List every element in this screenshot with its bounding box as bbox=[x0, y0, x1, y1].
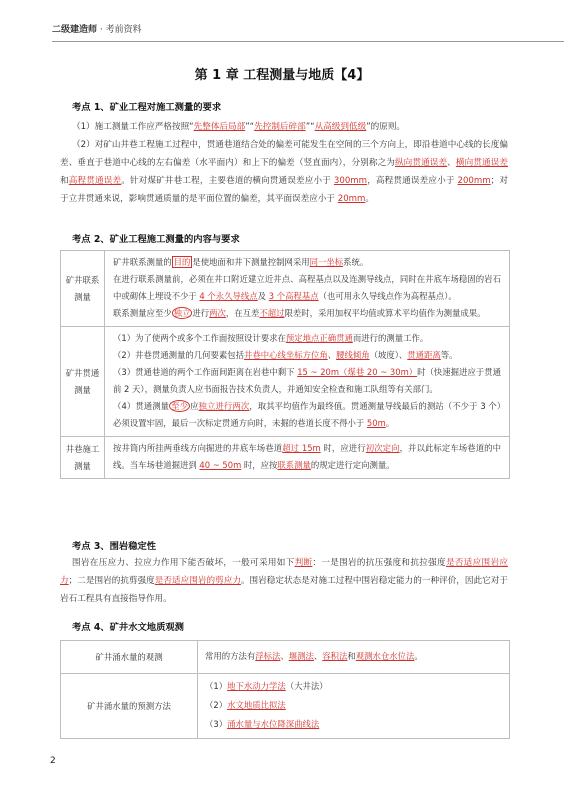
s1-p2-text: 和 bbox=[60, 176, 69, 186]
row-content bbox=[105, 251, 510, 327]
chapter-title: 第 1 章 工程测量与地质【4】 bbox=[194, 68, 370, 83]
s1-p1-text: （1）施工测量工作应严格按照“ bbox=[72, 122, 194, 132]
text: ，在互差 bbox=[225, 308, 260, 318]
row-label: 矿井涌水量的观测 bbox=[61, 641, 198, 674]
highlight: 两次 bbox=[209, 308, 226, 318]
list-item bbox=[205, 677, 502, 696]
section-1-heading: 考点 1、矿业工程对施工测量的要求 bbox=[72, 102, 222, 113]
table-row bbox=[61, 641, 510, 674]
header-dot: · bbox=[99, 25, 103, 35]
circled-highlight: 至少 bbox=[171, 401, 189, 411]
highlight: 40 ~ 50m bbox=[199, 460, 242, 470]
s3-paragraph bbox=[60, 554, 508, 608]
s1-p2-text: （2）对矿山井巷工程施工过程中，贯通巷道结合处的偏差可能发生在空间的三个方向上，即沿巷道中心线的长度偏差、垂直于巷道中心线的左右偏差（水平面内）和上下的偏差（竖直面内），分别称之为 bbox=[60, 140, 508, 168]
s1-p2-text: 。针对煤矿井巷工程，主要巷道的横向贯通误差应小于 bbox=[121, 176, 334, 186]
highlight: 15 ~ 20m（煤巷 20 ~ 30m） bbox=[297, 367, 418, 377]
s1-p2-text: 、 bbox=[447, 158, 456, 168]
row-label: 矿井涌水量的预测方法 bbox=[61, 674, 198, 739]
s1-p2-text: ，高程贯通误差应小于 bbox=[367, 176, 458, 186]
text: （2）井巷贯通测量的几何要素包括 bbox=[113, 350, 244, 360]
text: 在进行联系测量前，必须在井口附近建立近井点、高程基点以及连测导线点，同时在井底车场稳固的岩石中或砌体上埋设不少于 bbox=[113, 274, 501, 301]
circled-highlight: 独立 bbox=[173, 308, 191, 318]
highlight: 贯通距离 bbox=[407, 350, 441, 360]
text: 应 bbox=[190, 401, 199, 411]
s1-p1-principle-b: 先控制后碎部 bbox=[254, 122, 306, 132]
text: 限差时，采用加权平均值或算术平均值作为测量成果。 bbox=[284, 308, 486, 318]
text: （也可用永久导线点作为高程基点）。 bbox=[318, 291, 457, 301]
text: 、 bbox=[280, 651, 289, 661]
text: 是使地面和井下测量控制网采用 bbox=[192, 257, 310, 267]
s1-paragraph-1 bbox=[60, 118, 508, 136]
content-line bbox=[113, 271, 501, 305]
text: （4）贯通测量 bbox=[113, 401, 170, 411]
highlight: 超过 15m bbox=[282, 443, 321, 453]
row-label: 矿井贯通测量 bbox=[61, 327, 105, 437]
s1-paragraph-2 bbox=[60, 136, 508, 208]
section-4-heading: 考点 4、矿井水文地质观测 bbox=[72, 622, 184, 633]
highlight: 判断 bbox=[294, 558, 313, 568]
text: 矿井联系测量的 bbox=[113, 257, 172, 267]
highlight: 堰测法 bbox=[288, 651, 314, 661]
text: 和 bbox=[347, 651, 356, 661]
content-line bbox=[113, 305, 501, 322]
text: 等。 bbox=[440, 350, 458, 360]
s1-p1-principle-a: 先整体后局部 bbox=[193, 122, 246, 132]
highlight: 不超过 bbox=[259, 308, 285, 318]
row-content bbox=[105, 327, 510, 437]
text: 的规定进行定向测量。 bbox=[310, 460, 395, 470]
text: 按井筒内所挂两垂线方向掘进的井底车场巷道 bbox=[113, 443, 283, 453]
highlight: 地下水动力学法 bbox=[227, 681, 286, 691]
table-row bbox=[61, 327, 510, 437]
content-line bbox=[113, 364, 501, 398]
highlight: 独立进行两次 bbox=[198, 401, 250, 411]
highlight: 3 个高程基点 bbox=[268, 291, 319, 301]
row-content bbox=[105, 437, 510, 479]
text: 。围岩稳定状态是对施工过程中围岩稳定能力的一种评价，因此它对于岩石工程具有直接指导作用。 bbox=[60, 576, 508, 604]
s1-p2-highlight: 高程贯通误差 bbox=[68, 176, 122, 186]
text: 时（快速掘进应于贯通前 2 天），测量负责人应书面报告技术负责人，并通知安全检查和施工队组等有关部门。 bbox=[113, 367, 501, 394]
text: ：一是围岩的抗压强度和抗拉强度 bbox=[312, 558, 446, 568]
section-3-heading: 考点 3、围岩稳定性 bbox=[72, 541, 157, 552]
s1-p2-highlight: 横向贯通误差 bbox=[455, 158, 508, 168]
highlight: 观测水仓水位法 bbox=[355, 651, 415, 661]
highlight: 初次定向 bbox=[365, 443, 400, 453]
text: （1）为了使两个或多个工作面按照设计要求在 bbox=[113, 333, 286, 343]
content-line bbox=[113, 398, 501, 432]
header-brand: 二级建造师 bbox=[52, 25, 98, 35]
text: 、 bbox=[327, 350, 337, 360]
section-2-heading: 考点 2、矿业工程施工测量的内容与要求 bbox=[72, 234, 240, 245]
s4-table bbox=[60, 640, 510, 739]
s1-p1-principle-c: 从高级到低级 bbox=[314, 122, 367, 132]
highlight: 联系测量 bbox=[277, 460, 311, 470]
text: 联系测量应至少 bbox=[113, 308, 172, 318]
text: （2） bbox=[205, 700, 228, 710]
highlight: 预定地点正确贯通 bbox=[285, 333, 353, 343]
highlight: 水文地质比拟法 bbox=[227, 700, 286, 710]
highlight: 是否适应围岩应力 bbox=[60, 558, 508, 586]
text: 系统。 bbox=[343, 257, 369, 267]
text: （3）贯通巷道的两个工作面间距离在岩巷中剩下 bbox=[113, 367, 298, 377]
table-row bbox=[61, 251, 510, 327]
s1-p2-highlight: 20mm bbox=[337, 194, 366, 204]
page-header bbox=[52, 22, 142, 35]
highlight: 4 个永久导线点 bbox=[199, 291, 258, 301]
text: ，并以此标定车场巷道的中线。当车场巷道掘进到 bbox=[113, 443, 502, 470]
list-item bbox=[205, 715, 502, 734]
s1-p1-sep: ”“ bbox=[305, 122, 315, 132]
row-content bbox=[198, 674, 510, 739]
text: 及 bbox=[257, 291, 269, 301]
text: （坡度）、 bbox=[369, 350, 408, 360]
s1-p1-text: ”的原则。 bbox=[366, 122, 406, 132]
highlight: 浮标法 bbox=[255, 651, 281, 661]
content-line bbox=[113, 330, 501, 347]
text: （3） bbox=[205, 719, 228, 729]
content-line bbox=[113, 347, 501, 364]
s1-p2-text: 。 bbox=[365, 194, 375, 204]
text: （1） bbox=[205, 681, 228, 691]
content-line bbox=[113, 254, 501, 271]
text: 围岩在压应力、拉应力作用下能否破坏，一般可采用如下 bbox=[72, 558, 295, 568]
text: ，取其平均值作为最终值。贯通测量导线最后的测站（不少于 3 个）必须设置牢固，最后一次标定贯通方向时，未掘的巷道长度不得小于 bbox=[113, 401, 502, 428]
highlight: 50m bbox=[366, 418, 386, 428]
list-item bbox=[205, 696, 502, 715]
highlight: 是否适应围岩的剪应力 bbox=[154, 576, 241, 586]
boxed-highlight: 目的 bbox=[173, 257, 191, 267]
s1-p2-highlight: 纵向贯通误差 bbox=[394, 158, 448, 168]
text: 进行 bbox=[192, 308, 210, 318]
s1-p2-highlight: 200mm bbox=[457, 176, 491, 186]
highlight: 井巷中心线坐标方位角 bbox=[243, 350, 328, 360]
text: ；二是围岩的抗剪强度 bbox=[68, 576, 155, 586]
row-label: 井巷施工测量 bbox=[61, 437, 105, 479]
text: （大井法） bbox=[285, 681, 328, 691]
s1-p2-highlight: 300mm bbox=[333, 176, 368, 186]
header-sub: 考前资料 bbox=[105, 25, 142, 35]
highlight: 腰线倾角 bbox=[336, 350, 370, 360]
s2-table bbox=[60, 250, 510, 479]
text: 时，应进行 bbox=[320, 443, 366, 453]
highlight: 容积法 bbox=[322, 651, 348, 661]
s1-p1-sep: ”“ bbox=[245, 122, 255, 132]
table-row bbox=[61, 674, 510, 739]
text: 常用的方法有 bbox=[205, 651, 256, 661]
s1-p2-text: ；对于立井贯通来说，影响贯通质量的是平面位置的偏差，其平面误差应小于 bbox=[60, 176, 508, 204]
page-number: 2 bbox=[50, 756, 56, 766]
text: 、 bbox=[313, 651, 323, 661]
table-row bbox=[61, 437, 510, 479]
text: 而进行的测量工作。 bbox=[352, 333, 429, 343]
highlight: 同一坐标 bbox=[309, 257, 344, 267]
row-content bbox=[198, 641, 510, 674]
text: 时，应按 bbox=[241, 460, 278, 470]
row-label: 矿井联系测量 bbox=[61, 251, 105, 327]
text: 。 bbox=[385, 418, 395, 428]
highlight: 涌水量与水位降深曲线法 bbox=[227, 719, 320, 729]
text: 。 bbox=[414, 651, 423, 661]
header-divider bbox=[52, 41, 564, 42]
